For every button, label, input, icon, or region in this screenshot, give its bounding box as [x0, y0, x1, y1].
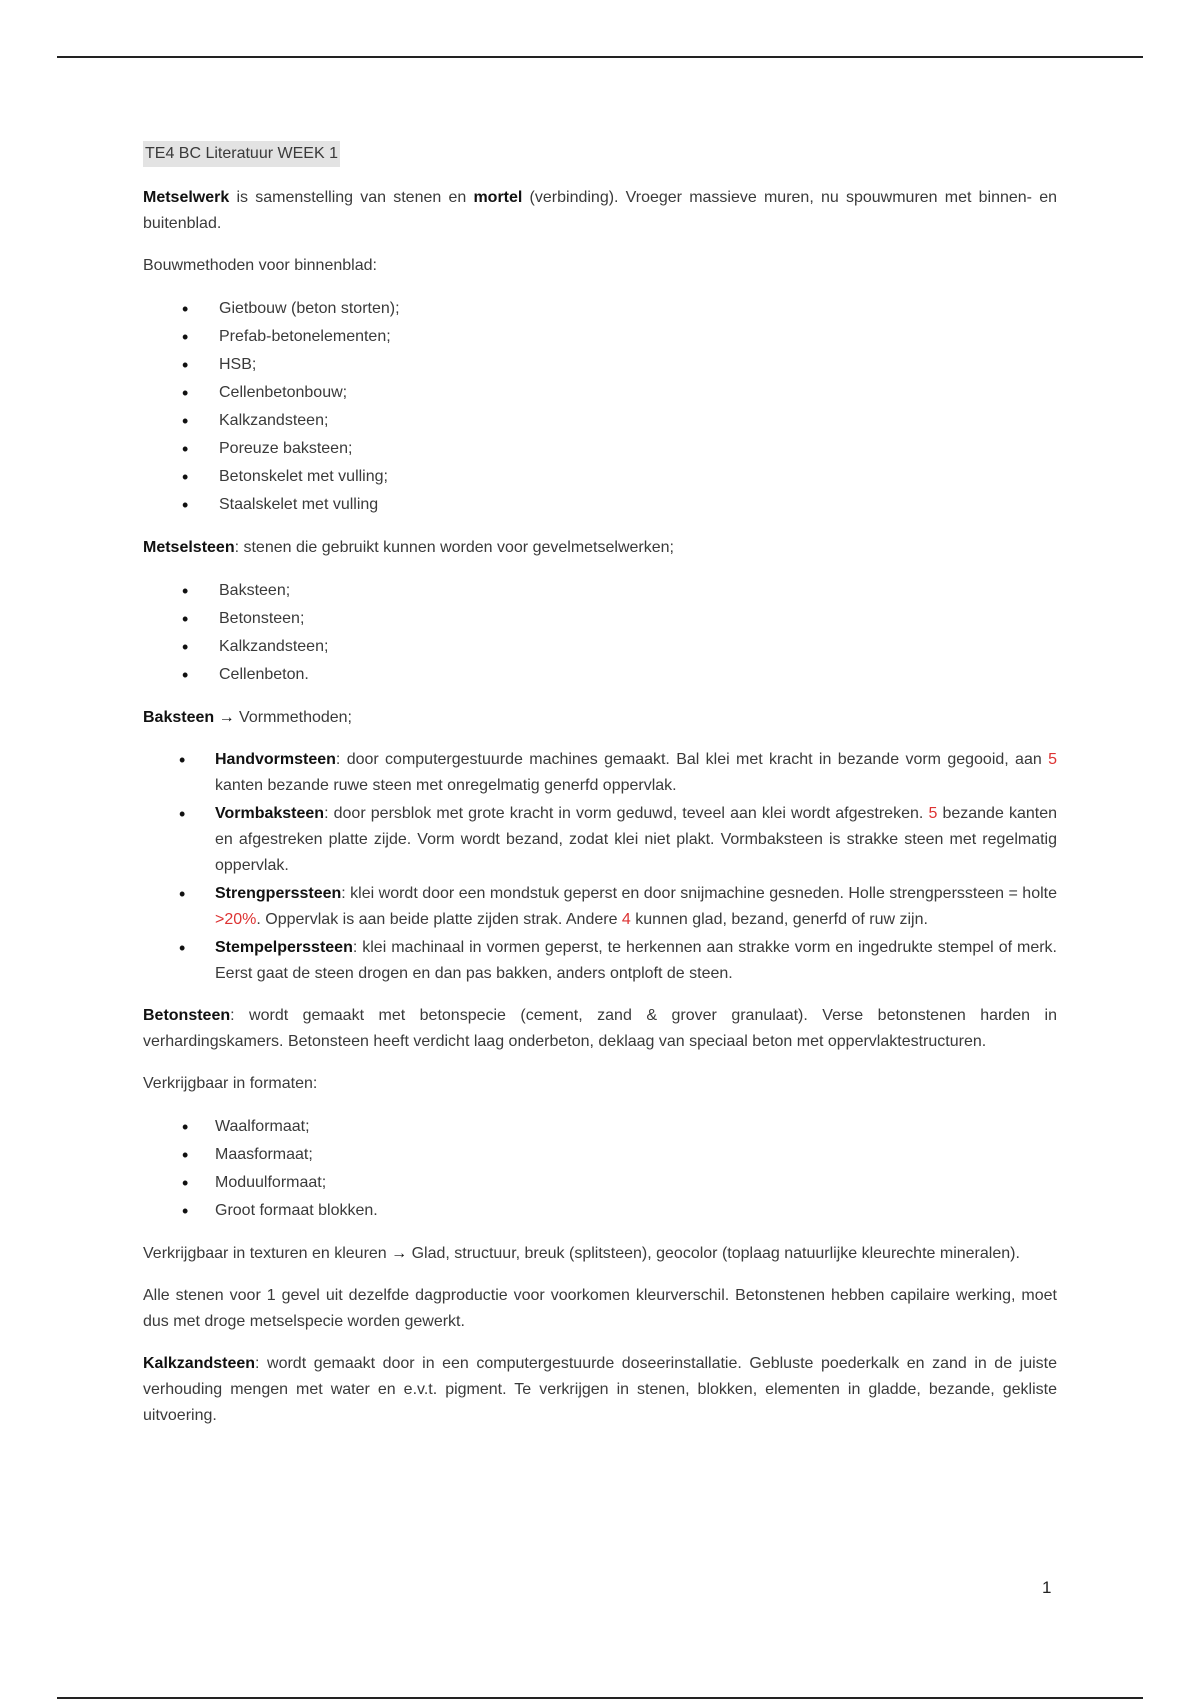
betonsteen-paragraph: Betonsteen: wordt gemaakt met betonspecie (cement, zand & grover granulaat). Verse betonstenen harden in verhardingskamers. Betonsteen heeft verdicht laag onderbeton, deklaag van speciaal beton met oppervlaktestructuren.: [143, 1007, 1057, 1050]
list-item: • Prefab-betonelementen;: [143, 323, 1057, 351]
list-item: • Betonsteen;: [143, 605, 1057, 633]
term-mortel: mortel: [473, 189, 523, 206]
list-item: • Staalskelet met vulling: [143, 491, 1057, 519]
term-metselsteen: Metselsteen: [143, 539, 235, 556]
term-kalkzandsteen: Kalkzandsteen: [143, 1355, 256, 1372]
list-item-handvormsteen: • Handvormsteen: door computergestuurde machines gemaakt. Bal klei met kracht in bezande vorm gegooid, aan 5 kanten bezande ruwe steen met onregelmatig generfd oppervlak.: [143, 747, 1057, 799]
list-item: • Cellenbeton.: [143, 661, 1057, 689]
list-item: • Kalkzandsteen;: [143, 633, 1057, 661]
baksteen-heading: Baksteen → Vormmethoden;: [143, 709, 352, 726]
formats-heading: Verkrijgbaar in formaten:: [143, 1075, 318, 1092]
list-item-vormbaksteen: • Vormbaksteen: door persblok met grote kracht in vorm geduwd, teveel aan klei wordt afgestreken. 5 bezande kanten en afgestreken platte zijde. Vorm wordt bezand, zodat klei niet plakt. Vormbaksteen is strakke steen met regelmatig oppervlak.: [143, 801, 1057, 879]
list-item: • Baksteen;: [143, 577, 1057, 605]
term-betonsteen: Betonsteen: [143, 1007, 231, 1024]
list-item: • Cellenbetonbouw;: [143, 379, 1057, 407]
term-metselwerk: Metselwerk: [143, 189, 230, 206]
list-item: • Waalformaat;: [143, 1113, 1057, 1141]
list-item: • Moduulformaat;: [143, 1169, 1057, 1197]
list-item: • Gietbouw (beton storten);: [143, 295, 1057, 323]
kalkzandsteen-paragraph: Kalkzandsteen: wordt gemaakt door in een computergestuurde doseerinstallatie. Gebluste poederkalk en zand in de juiste verhouding mengen met water en e.v.t. pigment. Te verkrijgen in stenen, blokken, elementen in gladde, bezande, gekliste uitvoering.: [143, 1355, 1057, 1424]
document-body: [143, 141, 1057, 1445]
list-item: • Poreuze baksteen;: [143, 435, 1057, 463]
list-item-strengperssteen: • Strengperssteen: klei wordt door een mondstuk geperst en door snijmachine gesneden. Holle strengperssteen = holte >20%. Oppervlak is aan beide platte zijden strak. Andere 4 kunnen glad, bezand, generfd of ruw zijn.: [143, 881, 1057, 933]
methods-list: [143, 295, 1057, 519]
list-item-stempelperssteen: • Stempelperssteen: klei machinaal in vormen geperst, te herkennen aan strakke vorm en ingedrukte stempel of merk. Eerst gaat de steen drogen en dan pas bakken, anders ontploft de steen.: [143, 935, 1057, 987]
forms-list: [143, 747, 1057, 987]
textures-paragraph: Verkrijgbaar in texturen en kleuren → Glad, structuur, breuk (splitsteen), geocolor (toplaag natuurlijke kleurechte mineralen).: [143, 1245, 1020, 1262]
list-item: • HSB;: [143, 351, 1057, 379]
term-baksteen: Baksteen: [143, 709, 215, 726]
list-item: • Groot formaat blokken.: [143, 1197, 1057, 1225]
footer-rule: [57, 1697, 1143, 1699]
formats-list: [143, 1113, 1057, 1225]
page-number: 1: [1042, 1578, 1052, 1597]
list-item: • Betonskelet met vulling;: [143, 463, 1057, 491]
arrow-icon: →: [391, 1245, 408, 1262]
metselsteen-paragraph: Metselsteen: stenen die gebruikt kunnen worden voor gevelmetselwerken;: [143, 539, 674, 556]
header-rule: [57, 56, 1143, 58]
dagproductie-paragraph: Alle stenen voor 1 gevel uit dezelfde dagproductie voor voorkomen kleurverschil. Betonstenen hebben capilaire werking, moet dus met droge metselspecie worden gewerkt.: [143, 1287, 1057, 1330]
list-item: • Kalkzandsteen;: [143, 407, 1057, 435]
document-title: TE4 BC Literatuur WEEK 1: [143, 141, 340, 167]
stones-list: [143, 577, 1057, 689]
methods-heading: Bouwmethoden voor binnenblad:: [143, 257, 377, 274]
list-item: • Maasformaat;: [143, 1141, 1057, 1169]
intro-paragraph: Metselwerk is samenstelling van stenen en mortel (verbinding). Vroeger massieve muren, nu spouwmuren met binnen- en buitenblad.: [143, 189, 1057, 232]
arrow-icon: →: [214, 709, 240, 726]
